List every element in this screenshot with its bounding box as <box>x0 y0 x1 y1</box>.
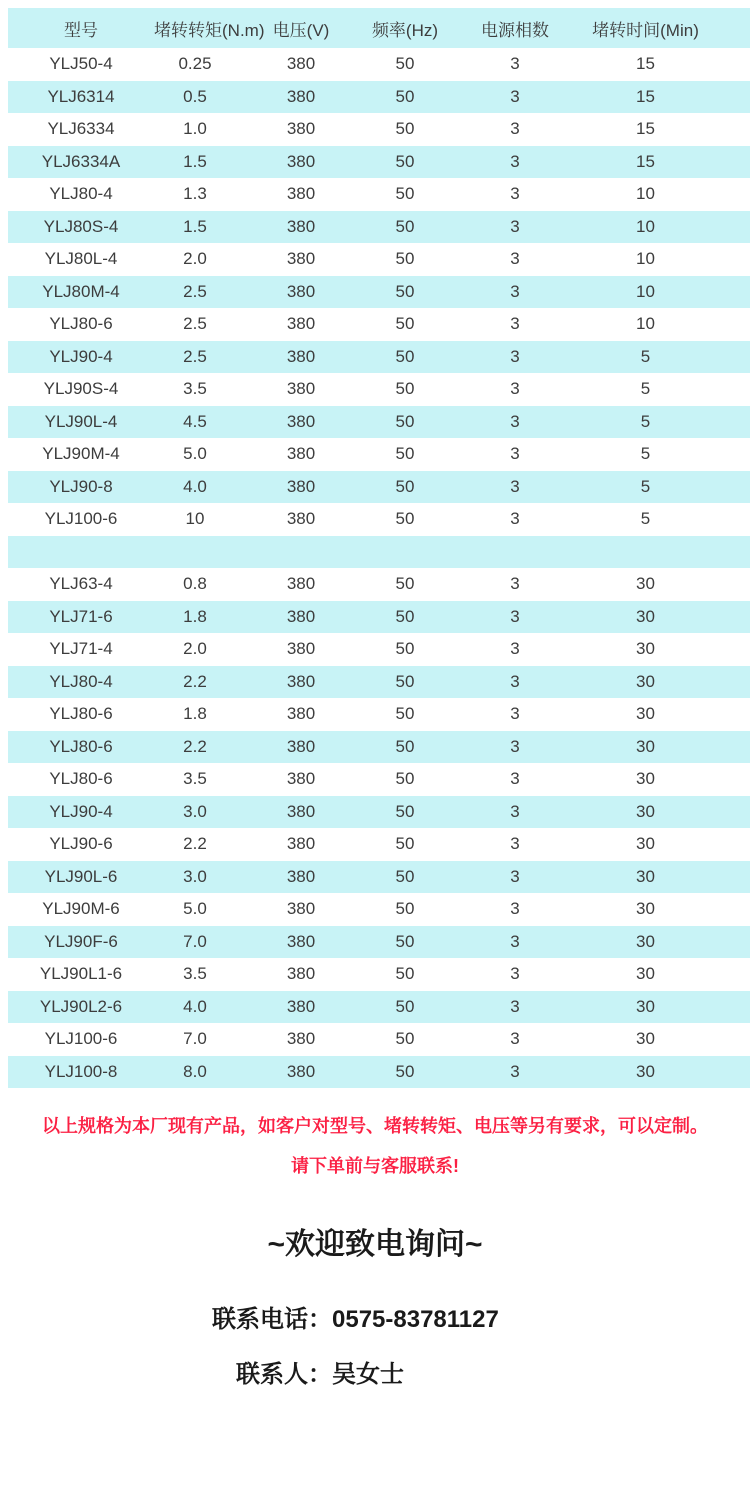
table-cell: 380 <box>286 899 316 919</box>
table-cell: 50 <box>395 1029 415 1049</box>
table-cell: 3 <box>510 151 520 171</box>
table-cell: 0.5 <box>183 86 207 106</box>
table-cell: 380 <box>286 346 316 366</box>
table-cell: 30 <box>636 704 655 724</box>
table-cell: 30 <box>636 866 655 886</box>
table-cell: 5 <box>640 411 651 431</box>
contact-person-label: 联系人： <box>236 1361 332 1388</box>
header-frequency: 频率(Hz) <box>371 20 439 40</box>
table-cell: 3 <box>510 996 520 1016</box>
table-cell <box>8 536 154 569</box>
table-cell: 3 <box>510 834 520 854</box>
table-cell: 380 <box>286 671 316 691</box>
table-row <box>8 373 750 406</box>
table-row <box>8 796 750 829</box>
table-cell: 1.0 <box>183 119 207 139</box>
table-cell: 50 <box>395 314 415 334</box>
table-row <box>8 828 750 861</box>
table-cell: 3 <box>510 899 520 919</box>
table-cell: 3 <box>510 509 520 529</box>
table-cell: YLJ90L2-6 <box>39 996 123 1016</box>
table-cell: 10 <box>636 184 655 204</box>
table-cell: 10 <box>636 281 655 301</box>
table-cell: YLJ90L1-6 <box>39 964 123 984</box>
table-cell: 50 <box>395 411 415 431</box>
table-cell: 15 <box>636 119 655 139</box>
table-cell: 1.8 <box>183 704 207 724</box>
table-cell: 50 <box>395 216 415 236</box>
table-cell: YLJ80M-4 <box>42 281 120 301</box>
table-row <box>8 633 750 666</box>
table-cell: 3 <box>510 964 520 984</box>
table-cell: 30 <box>636 834 655 854</box>
table-cell: 30 <box>636 671 655 691</box>
table-row <box>8 438 750 471</box>
table-cell: YLJ6334A <box>41 151 121 171</box>
table-cell: 15 <box>636 54 655 74</box>
table-cell: YLJ90-6 <box>49 834 113 854</box>
table-cell: 30 <box>636 769 655 789</box>
table-cell: 30 <box>636 996 655 1016</box>
table-row <box>8 211 750 244</box>
table-cell: 380 <box>286 119 316 139</box>
table-cell: 380 <box>286 379 316 399</box>
table-cell: 50 <box>395 54 415 74</box>
table-cell: 50 <box>395 249 415 269</box>
table-cell: 30 <box>636 899 655 919</box>
welcome-title: ~欢迎致电询问~ <box>267 1228 483 1261</box>
table-cell: 3 <box>510 476 520 496</box>
table-cell: 380 <box>286 1029 316 1049</box>
table-cell: 380 <box>286 216 316 236</box>
table-cell: 3.5 <box>183 769 207 789</box>
table-cell: 50 <box>395 119 415 139</box>
table-cell: 380 <box>286 639 316 659</box>
table-cell: 3.5 <box>183 964 207 984</box>
table-cell: 4.0 <box>183 476 207 496</box>
table-cell: 1.5 <box>183 216 207 236</box>
table-cell: 0.25 <box>178 54 212 74</box>
table-row <box>8 146 750 179</box>
table-cell: 5 <box>640 444 651 464</box>
table-cell: 50 <box>395 281 415 301</box>
table-cell: YLJ80-6 <box>49 314 113 334</box>
table-row <box>8 276 750 309</box>
table-row <box>8 48 750 81</box>
table-cell: 10 <box>636 314 655 334</box>
table-row <box>8 308 750 341</box>
table-cell: YLJ90M-4 <box>42 444 120 464</box>
table-cell: 30 <box>636 574 655 594</box>
header-phase-count: 电源相数 <box>481 20 549 40</box>
table-cell: 3 <box>510 119 520 139</box>
contact-phone-number: 0575-83781127 <box>332 1306 499 1333</box>
table-cell: 380 <box>286 151 316 171</box>
table-cell: 15 <box>636 86 655 106</box>
table-cell: 50 <box>395 86 415 106</box>
table-cell: 380 <box>286 769 316 789</box>
table-cell: YLJ90L-4 <box>44 411 118 431</box>
table-body <box>8 48 750 1088</box>
table-row <box>8 113 750 146</box>
table-cell: YLJ90-8 <box>49 476 113 496</box>
table-cell: 30 <box>636 964 655 984</box>
table-cell: 50 <box>395 639 415 659</box>
table-cell: YLJ90L-6 <box>44 866 118 886</box>
table-cell: 3 <box>510 931 520 951</box>
table-cell: 50 <box>395 671 415 691</box>
table-cell: YLJ80-4 <box>49 671 113 691</box>
table-cell <box>236 536 366 569</box>
table-cell: 3 <box>510 769 520 789</box>
table-cell: 3 <box>510 574 520 594</box>
table-cell: 50 <box>395 1061 415 1081</box>
table-cell: 3 <box>510 216 520 236</box>
header-model: 型号 <box>64 20 98 40</box>
table-cell: YLJ100-6 <box>44 509 118 529</box>
table-cell: YLJ90-4 <box>49 801 113 821</box>
table-cell: 30 <box>636 736 655 756</box>
table-cell <box>366 536 444 569</box>
table-cell: 3 <box>510 379 520 399</box>
table-cell: 50 <box>395 736 415 756</box>
table-cell: 7.0 <box>183 931 207 951</box>
table-cell: 3 <box>510 639 520 659</box>
table-cell: YLJ6314 <box>47 86 115 106</box>
notice-line-1: 以上规格为本厂现有产品，如客户对型号、堵转转矩、电压等另有要求，可以定制。 <box>42 1116 708 1136</box>
table-cell: 3 <box>510 1029 520 1049</box>
table-cell: 3 <box>510 671 520 691</box>
table-row <box>8 958 750 991</box>
header-locked-rotor-time: 堵转时间(Min) <box>592 20 699 40</box>
table-cell: 2.0 <box>183 249 207 269</box>
table-row <box>8 926 750 959</box>
table-cell: 7.0 <box>183 1029 207 1049</box>
table-cell: 380 <box>286 834 316 854</box>
table-cell <box>154 536 236 569</box>
table-cell: YLJ80-6 <box>49 736 113 756</box>
table-cell: 15 <box>636 151 655 171</box>
contact-block <box>0 1290 750 1400</box>
table-cell: 380 <box>286 996 316 1016</box>
table-cell: 5.0 <box>183 899 207 919</box>
table-cell: 380 <box>286 704 316 724</box>
table-cell: 380 <box>286 931 316 951</box>
table-cell: 3 <box>510 411 520 431</box>
table-cell: 2.2 <box>183 671 207 691</box>
table-row <box>8 731 750 764</box>
table-cell <box>444 536 586 569</box>
table-cell: 380 <box>286 54 316 74</box>
table-cell: 3 <box>510 346 520 366</box>
table-cell: YLJ71-4 <box>49 639 113 659</box>
table-cell: 0.8 <box>183 574 207 594</box>
table-cell: 380 <box>286 736 316 756</box>
table-cell: 1.5 <box>183 151 207 171</box>
table-cell: 380 <box>286 86 316 106</box>
table-cell: 50 <box>395 151 415 171</box>
table-cell: 50 <box>395 444 415 464</box>
table-cell: YLJ90-4 <box>49 346 113 366</box>
table-cell: 50 <box>395 834 415 854</box>
table-cell: 3.0 <box>183 801 207 821</box>
table-row <box>8 893 750 926</box>
table-cell: YLJ80-4 <box>49 184 113 204</box>
table-cell: 10 <box>636 216 655 236</box>
table-cell: 50 <box>395 704 415 724</box>
table-cell: YLJ71-6 <box>49 606 113 626</box>
header-voltage: 电压(V) <box>272 20 330 40</box>
table-cell: 3 <box>510 281 520 301</box>
table-cell: 380 <box>286 314 316 334</box>
table-cell: 50 <box>395 931 415 951</box>
table-cell: 30 <box>636 606 655 626</box>
table-row <box>8 243 750 276</box>
table-row <box>8 406 750 439</box>
table-cell: 50 <box>395 964 415 984</box>
table-cell: 5 <box>640 509 651 529</box>
table-cell: YLJ6334 <box>47 119 115 139</box>
table-cell: 3 <box>510 736 520 756</box>
table-cell: 30 <box>636 931 655 951</box>
table-cell: 3 <box>510 704 520 724</box>
table-cell: 380 <box>286 1061 316 1081</box>
table-cell: YLJ100-6 <box>44 1029 118 1049</box>
table-cell: 30 <box>636 801 655 821</box>
table-cell: 3 <box>510 1061 520 1081</box>
table-row <box>8 991 750 1024</box>
table-cell: 2.5 <box>183 314 207 334</box>
table-cell: 380 <box>286 509 316 529</box>
motor-spec-table <box>8 8 750 1088</box>
contact-phone-row <box>0 1290 750 1350</box>
table-row <box>8 1056 750 1089</box>
table-cell: 380 <box>286 866 316 886</box>
table-cell: 10 <box>636 249 655 269</box>
table-cell: 380 <box>286 444 316 464</box>
table-cell: 50 <box>395 899 415 919</box>
table-cell: 8.0 <box>183 1061 207 1081</box>
table-header-row <box>8 8 750 48</box>
table-row <box>8 698 750 731</box>
product-spec-page <box>0 8 750 1500</box>
table-cell: 30 <box>636 1061 655 1081</box>
table-cell: 2.5 <box>183 346 207 366</box>
table-row <box>8 341 750 374</box>
table-cell: 50 <box>395 346 415 366</box>
table-cell: 3 <box>510 184 520 204</box>
table-cell: 30 <box>636 1029 655 1049</box>
table-row <box>8 861 750 894</box>
customization-notice <box>0 1088 750 1186</box>
table-cell: 5.0 <box>183 444 207 464</box>
table-cell: 3 <box>510 444 520 464</box>
table-cell: 50 <box>395 769 415 789</box>
table-cell: 50 <box>395 801 415 821</box>
table-cell: 3.0 <box>183 866 207 886</box>
table-cell: YLJ90S-4 <box>43 379 119 399</box>
table-row <box>8 503 750 536</box>
table-cell: 3 <box>510 54 520 74</box>
notice-line-2: 请下单前与客服联系! <box>291 1156 459 1176</box>
table-cell: 3 <box>510 866 520 886</box>
table-cell: 10 <box>185 509 205 529</box>
table-cell: 3 <box>510 86 520 106</box>
table-cell: 3 <box>510 606 520 626</box>
table-cell: 50 <box>395 866 415 886</box>
table-cell: 3 <box>510 249 520 269</box>
table-cell: YLJ80S-4 <box>43 216 119 236</box>
table-cell: 380 <box>286 801 316 821</box>
table-cell: 50 <box>395 996 415 1016</box>
table-row <box>8 1023 750 1056</box>
table-row <box>8 666 750 699</box>
table-cell: 3 <box>510 801 520 821</box>
table-cell: 380 <box>286 606 316 626</box>
table-cell: 380 <box>286 574 316 594</box>
table-cell: 2.0 <box>183 639 207 659</box>
table-cell: 380 <box>286 964 316 984</box>
table-row <box>8 178 750 211</box>
table-cell: 50 <box>395 476 415 496</box>
table-cell: 50 <box>395 184 415 204</box>
table-cell: 30 <box>636 639 655 659</box>
table-cell: 5 <box>640 379 651 399</box>
table-cell: 2.5 <box>183 281 207 301</box>
table-row <box>8 536 750 569</box>
table-cell: 50 <box>395 379 415 399</box>
table-cell: 2.2 <box>183 736 207 756</box>
table-cell: YLJ90M-6 <box>42 899 120 919</box>
contact-phone-label: 联系电话： <box>212 1306 332 1333</box>
contact-person-row <box>0 1350 750 1400</box>
table-row <box>8 568 750 601</box>
table-cell: 5 <box>640 476 651 496</box>
header-locked-rotor-torque: 堵转转矩(N.m) <box>154 20 265 40</box>
table-cell: YLJ63-4 <box>49 574 113 594</box>
table-cell: YLJ100-8 <box>44 1061 118 1081</box>
table-cell: 380 <box>286 184 316 204</box>
table-row <box>8 471 750 504</box>
table-cell: 380 <box>286 476 316 496</box>
table-cell: YLJ80L-4 <box>44 249 118 269</box>
table-cell: 380 <box>286 411 316 431</box>
table-cell: 1.8 <box>183 606 207 626</box>
table-cell: 380 <box>286 249 316 269</box>
table-cell: 5 <box>640 346 651 366</box>
table-cell <box>586 536 750 569</box>
table-cell: 50 <box>395 574 415 594</box>
table-cell: YLJ50-4 <box>49 54 113 74</box>
table-cell: 50 <box>395 509 415 529</box>
table-cell: 4.5 <box>183 411 207 431</box>
table-cell: YLJ80-6 <box>49 769 113 789</box>
table-row <box>8 763 750 796</box>
table-cell: 1.3 <box>183 184 207 204</box>
table-cell: 3.5 <box>183 379 207 399</box>
table-cell: 2.2 <box>183 834 207 854</box>
table-cell: 50 <box>395 606 415 626</box>
table-cell: 380 <box>286 281 316 301</box>
table-cell: YLJ80-6 <box>49 704 113 724</box>
table-cell: 3 <box>510 314 520 334</box>
table-cell: 4.0 <box>183 996 207 1016</box>
contact-person-name: 吴女士 <box>332 1361 404 1388</box>
table-row <box>8 601 750 634</box>
table-cell: YLJ90F-6 <box>44 931 118 951</box>
table-row <box>8 81 750 114</box>
